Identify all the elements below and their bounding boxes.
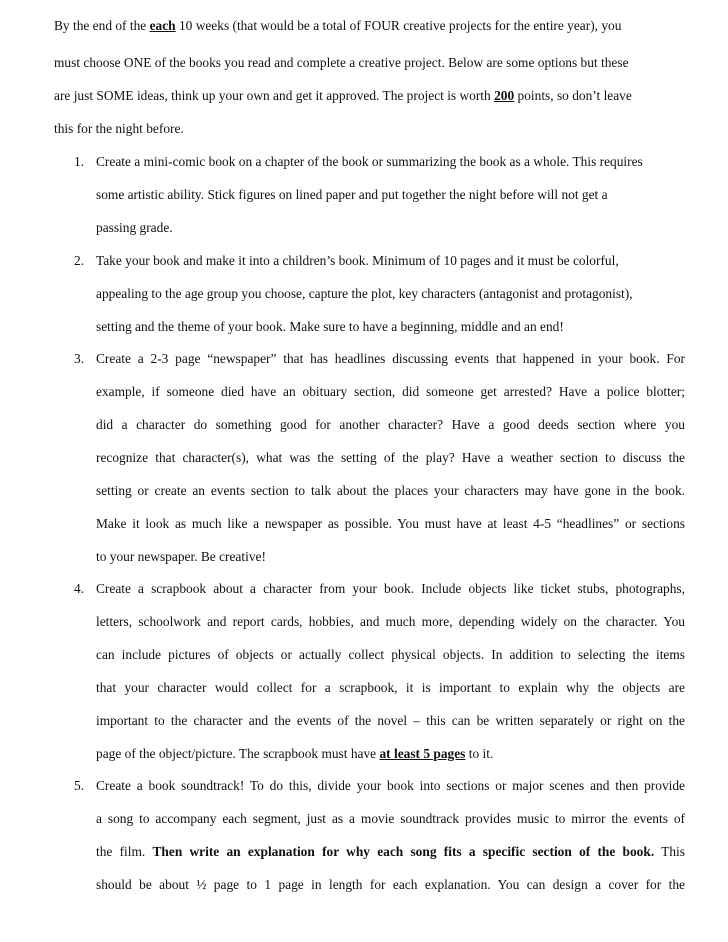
list-number: 1. [74,154,85,169]
intro-line-1 [54,18,621,34]
list-item-3-line-3: did a character do something good for another character? Have a good deeds section where you [96,417,685,432]
list-item-2-line-3: setting and the theme of your book. Make sure to have a beginning, middle and an end! [96,319,564,334]
list-item-1-line-3: passing grade. [96,220,173,235]
list-item-4-line-5: important to the character and the events of the novel – this can be written separately or right on the [96,713,685,728]
list-item-5-line-3 [96,844,685,860]
list-item-3-line-7: to your newspaper. Be creative! [96,549,266,564]
list-item-1-line-1: Create a mini-comic book on a chapter of the book or summarizing the book as a whole. This requires [96,154,643,169]
list-item-4-line-6 [96,746,493,762]
intro-text: are just SOME ideas, think up your own and get it approved. The project is worth [54,88,495,103]
intro-text: points, so don’t leave [514,88,632,103]
emphasis-pages: at least 5 pages [379,746,466,761]
list-item-5-line-4: should be about ½ page to 1 page in length for each explanation. You can design a cover for the [96,877,685,892]
list-number: 4. [74,581,85,596]
intro-text: By the end of the [54,18,150,33]
list-item-2-line-2: appealing to the age group you choose, capture the plot, key characters (antagonist and protagonist), [96,286,633,301]
item-text: This [654,844,685,859]
list-item-4-line-2: letters, schoolwork and report cards, hobbies, and much more, depending widely on the character. You [96,614,685,629]
item-text: to it. [465,746,494,761]
item-text: the film. [96,844,153,859]
list-item-5-line-1: Create a book soundtrack! To do this, divide your book into sections or major scenes and then provide [96,778,685,793]
list-item-3-line-1: Create a 2-3 page “newspaper” that has headlines discussing events that happened in your book. For [96,351,685,366]
emphasis-each: each [149,18,176,33]
list-number: 3. [74,351,85,366]
list-item-3-line-2: example, if someone died have an obituary section, did someone get arrested? Have a police blotter; [96,384,685,399]
list-number: 5. [74,778,85,793]
intro-line-3 [54,88,632,104]
intro-text: 10 weeks (that would be a total of FOUR creative projects for the entire year), you [175,18,622,33]
list-item-1-line-2: some artistic ability. Stick figures on lined paper and put together the night before will not get a [96,187,608,202]
list-item-4-line-1: Create a scrapbook about a character from your book. Include objects like ticket stubs, photographs, [96,581,685,596]
list-item-3-line-4: recognize that character(s), what was the setting of the play? Have a weather section to discuss the [96,450,685,465]
item-text: page of the object/picture. The scrapbook must have [96,746,380,761]
emphasis-explanation: Then write an explanation for why each song fits a specific section of the book. [152,844,655,859]
list-item-4-line-3: can include pictures of objects or actually collect physical objects. In addition to selecting the items [96,647,685,662]
intro-line-4: this for the night before. [54,121,184,136]
intro-line-2: must choose ONE of the books you read and complete a creative project. Below are some options but these [54,55,629,70]
list-item-4-line-4: that your character would collect for a scrapbook, it is important to explain why the objects are [96,680,685,695]
list-item-3-line-5: setting or create an events section to talk about the places your characters may have gone in the book. [96,483,685,498]
list-item-3-line-6: Make it look as much like a newspaper as possible. You must have at least 4-5 “headlines” or sections [96,516,685,531]
emphasis-points: 200 [494,88,515,103]
list-item-2-line-1: Take your book and make it into a children’s book. Minimum of 10 pages and it must be colorful, [96,253,619,268]
list-item-5-line-2: a song to accompany each segment, just as a movie soundtrack provides music to mirror the events of [96,811,685,826]
list-number: 2. [74,253,85,268]
